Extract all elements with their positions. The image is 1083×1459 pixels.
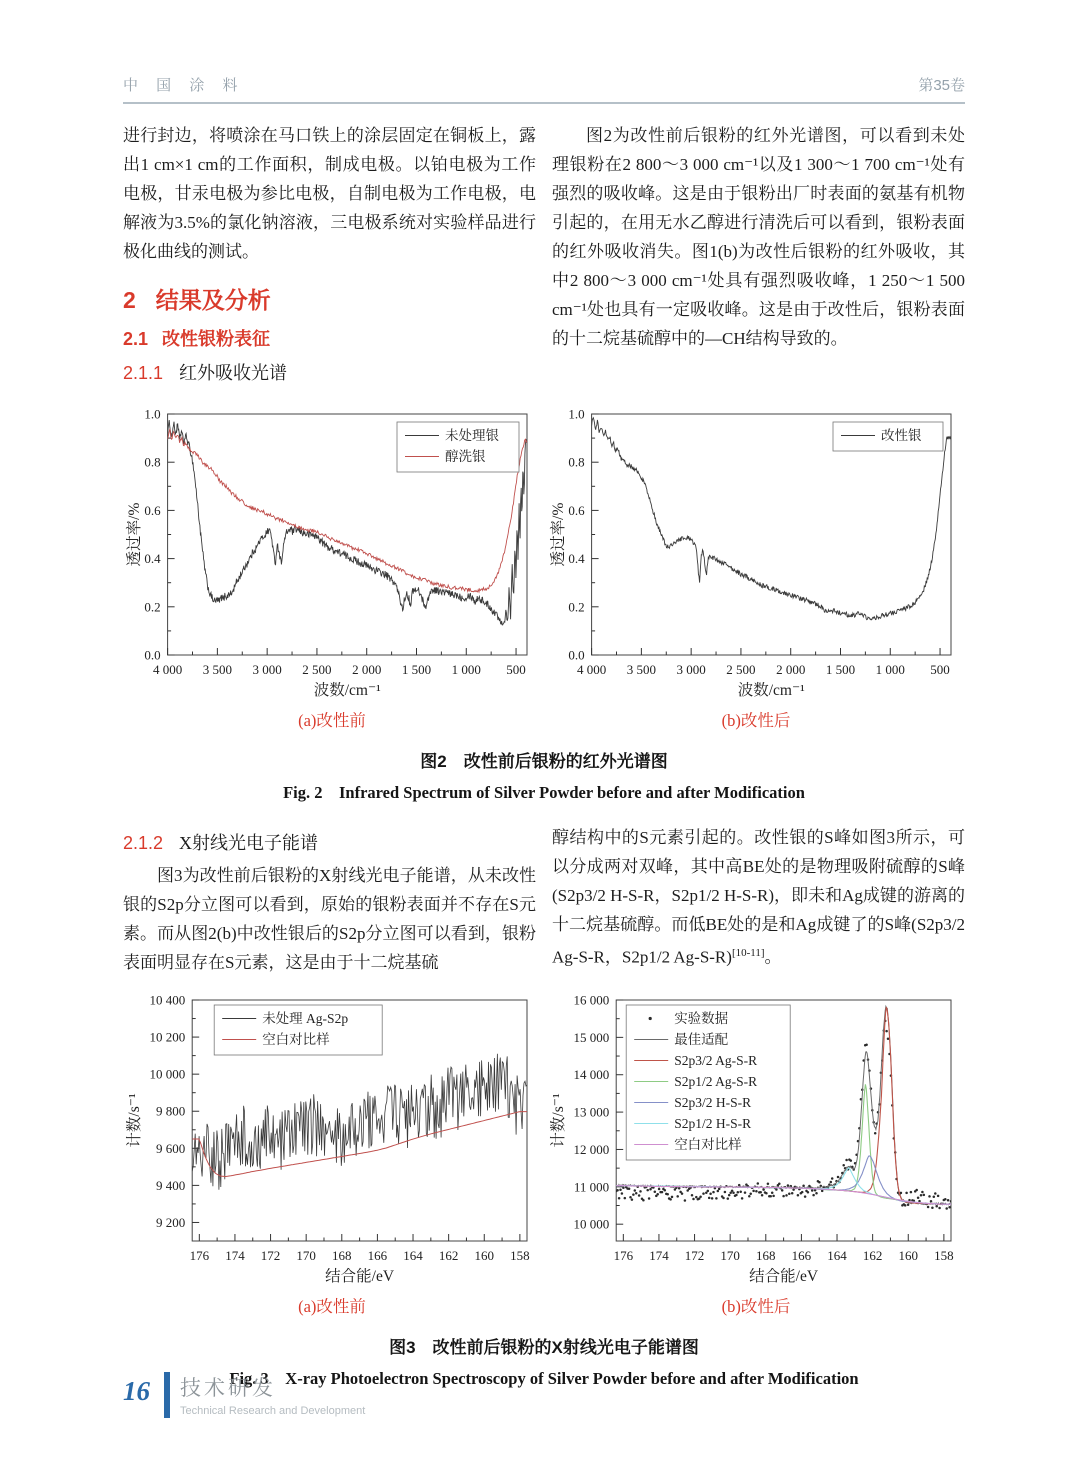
svg-text:158: 158: [933, 1248, 954, 1263]
svg-text:14 000: 14 000: [572, 1067, 609, 1083]
svg-text:172: 172: [684, 1248, 704, 1263]
svg-text:13 000: 13 000: [572, 1104, 609, 1120]
left-column-1: [123, 121, 536, 391]
right-column-1: [552, 121, 965, 391]
intro-paragraph: 进行封边，将喷涂在马口铁上的涂层固定在铜板上，露出1 cm×1 cm的工作面积，制成电极。以铂电极为工作电极，甘汞电极为参比电极，自制电极为工作电极，电解液为3.5%的氯化钠溶液，三电极系统对实验样品进行极化曲线的测试。: [123, 126, 536, 261]
svg-text:500: 500: [505, 662, 526, 677]
svg-text:2 000: 2 000: [775, 662, 805, 677]
svg-text:172: 172: [260, 1248, 280, 1263]
svg-text:12 000: 12 000: [572, 1141, 609, 1157]
figure-3-caption-cn: 图3 改性前后银粉的X射线光电子能谱图: [389, 1338, 699, 1357]
svg-text:波数/cm⁻¹: 波数/cm⁻¹: [737, 682, 805, 699]
fig3a-subcaption: (a)改性前: [298, 1297, 366, 1316]
svg-text:波数/cm⁻¹: 波数/cm⁻¹: [313, 682, 381, 699]
svg-text:164: 164: [826, 1248, 847, 1263]
svg-text:168: 168: [331, 1248, 352, 1263]
page-header: [123, 74, 965, 95]
svg-text:1 500: 1 500: [401, 662, 431, 677]
svg-text:S2p1/2 Ag-S-R: S2p1/2 Ag-S-R: [673, 1074, 757, 1089]
svg-text:未处理银: 未处理银: [444, 428, 499, 443]
svg-text:166: 166: [367, 1248, 387, 1263]
svg-text:2 000: 2 000: [351, 662, 381, 677]
svg-text:3 500: 3 500: [626, 662, 656, 677]
svg-text:4 000: 4 000: [576, 662, 606, 677]
svg-text:结合能/eV: 结合能/eV: [324, 1268, 394, 1285]
svg-text:未处理 Ag-S2p: 未处理 Ag-S2p: [261, 1011, 348, 1026]
fig3a-chart: [125, 991, 540, 1291]
ir-paragraph: 图2为改性前后银粉的红外光谱图，可以看到未处理银粉在2 800～3 000 cm⁻¹以及1 300～1 700 cm⁻¹处有强烈的吸收峰。这是由于银粉出厂时表面的氨基有机物引起的，在用无水乙醇进行清洗后可以看到，银粉表面的红外吸收消失。图1(b)为改性后银粉的红外吸收，其中2 800～3 000 cm⁻¹处具有强烈吸收峰，1 250～1 500 cm⁻¹处也具有一定吸收峰。这是由于改性后，银粉表面的十二烷基硫醇中的—CH结构导致的。: [552, 126, 965, 348]
svg-text:最佳适配: 最佳适配: [673, 1032, 728, 1047]
text-section-1: [123, 121, 965, 391]
svg-text:1.0: 1.0: [567, 406, 585, 422]
fig2a-chart: [125, 405, 540, 705]
svg-text:16 000: 16 000: [572, 992, 609, 1008]
page-number: 16: [123, 1376, 150, 1406]
svg-text:S2p1/2 H-S-R: S2p1/2 H-S-R: [673, 1116, 751, 1131]
svg-text:2 500: 2 500: [725, 662, 756, 677]
svg-text:10 000: 10 000: [572, 1216, 609, 1232]
svg-text:1.0: 1.0: [143, 406, 161, 422]
svg-text:S2p3/2 H-S-R: S2p3/2 H-S-R: [673, 1095, 751, 1110]
figure-2-caption-cn: 图2 改性前后银粉的红外光谱图: [420, 752, 668, 771]
text-section-2: [123, 823, 965, 977]
svg-text:162: 162: [862, 1248, 882, 1263]
fig2b-subcaption: (b)改性后: [721, 711, 791, 730]
journal-title: 中 国 涂 料: [123, 77, 245, 94]
heading-number: 2.1.1: [123, 363, 164, 383]
heading-number: 2: [123, 287, 136, 313]
figure-3: [123, 991, 965, 1317]
svg-text:0.4: 0.4: [143, 551, 161, 567]
svg-text:10 000: 10 000: [148, 1066, 185, 1082]
svg-text:透过率/%: 透过率/%: [549, 502, 567, 567]
xps-paragraph-1: 图3为改性前后银粉的X射线光电子能谱，从未改性银的S2p分立图可以看到，原始的银粉表面并不存在S元素。而从图2(b)中改性银后的S2p分立图可以看到，银粉表面明显存在S元素，这是由于十二烷基硫: [123, 866, 536, 972]
right-column-2: [552, 823, 965, 977]
figure-3a: [123, 991, 541, 1317]
svg-text:3 000: 3 000: [252, 662, 282, 677]
fig3b-subcaption: (b)改性后: [721, 1297, 791, 1316]
svg-text:S2p3/2 Ag-S-R: S2p3/2 Ag-S-R: [673, 1053, 757, 1068]
svg-text:0.8: 0.8: [143, 454, 161, 470]
svg-text:15 000: 15 000: [572, 1029, 609, 1045]
fig2a-subcaption: (a)改性前: [298, 711, 366, 730]
xps-paragraph-2-end: 。: [764, 947, 782, 967]
svg-text:1 500: 1 500: [825, 662, 855, 677]
figure-2-caption-en: Fig. 2 Infrared Spectrum of Silver Powder before and after Modification: [283, 783, 805, 802]
footer-cn: 技术研发: [180, 1377, 276, 1400]
heading-text: 改性银粉表征: [162, 329, 271, 349]
svg-text:0.0: 0.0: [143, 647, 161, 663]
svg-text:实验数据: 实验数据: [673, 1011, 728, 1026]
svg-text:9 600: 9 600: [155, 1140, 185, 1156]
svg-text:10 400: 10 400: [148, 992, 185, 1008]
svg-text:1 000: 1 000: [451, 662, 481, 677]
svg-text:9 400: 9 400: [155, 1177, 185, 1193]
svg-text:结合能/eV: 结合能/eV: [748, 1268, 818, 1285]
svg-text:计数/s⁻¹: 计数/s⁻¹: [125, 1093, 143, 1148]
svg-text:4 000: 4 000: [152, 662, 182, 677]
svg-text:168: 168: [755, 1248, 776, 1263]
svg-text:0.6: 0.6: [143, 502, 161, 518]
svg-text:醇洗银: 醇洗银: [444, 449, 485, 464]
svg-text:0.0: 0.0: [567, 647, 585, 663]
svg-text:计数/s⁻¹: 计数/s⁻¹: [549, 1093, 567, 1148]
fig2b-chart: [549, 405, 964, 705]
svg-text:空白对比样: 空白对比样: [673, 1137, 742, 1152]
svg-text:176: 176: [613, 1248, 633, 1263]
figure-2a: [123, 405, 541, 731]
section-heading-2-1-2: [123, 829, 536, 855]
svg-text:166: 166: [791, 1248, 811, 1263]
svg-text:170: 170: [295, 1248, 316, 1263]
svg-text:0.6: 0.6: [567, 502, 585, 518]
footer-en: Technical Research and Development: [180, 1405, 366, 1417]
xps-paragraph-2: [552, 823, 965, 972]
svg-text:2 500: 2 500: [301, 662, 332, 677]
svg-text:0.8: 0.8: [567, 454, 585, 470]
svg-text:158: 158: [509, 1248, 530, 1263]
figure-3b: [547, 991, 965, 1317]
figure-2: [123, 405, 965, 731]
svg-text:1 000: 1 000: [875, 662, 905, 677]
svg-text:空白对比样: 空白对比样: [261, 1032, 330, 1047]
footer-text: [180, 1372, 365, 1417]
figure-2b: [547, 405, 965, 731]
section-heading-2: [123, 282, 536, 315]
section-heading-2-1-1: [123, 359, 536, 385]
svg-text:0.4: 0.4: [567, 551, 585, 567]
svg-text:174: 174: [648, 1248, 669, 1263]
svg-text:改性银: 改性银: [880, 428, 921, 443]
svg-text:0.2: 0.2: [143, 599, 161, 615]
left-column-2: [123, 823, 536, 977]
heading-text: 结果及分析: [155, 287, 271, 313]
heading-text: 红外吸收光谱: [179, 363, 288, 383]
figure-3-caption-en: Fig. 3 X-ray Photoelectron Spectroscopy of Silver Powder before and after Modification: [229, 1369, 859, 1388]
section-heading-2-1: [123, 325, 536, 351]
svg-text:11 000: 11 000: [573, 1179, 609, 1195]
svg-text:9 200: 9 200: [155, 1214, 185, 1230]
citation-ref: [10-11]: [731, 947, 765, 959]
fig3b-chart: [549, 991, 964, 1291]
heading-number: 2.1.2: [123, 833, 164, 853]
svg-text:透过率/%: 透过率/%: [125, 502, 143, 567]
header-rule: [123, 102, 965, 104]
svg-text:164: 164: [402, 1248, 423, 1263]
volume-label: 第35卷: [918, 77, 965, 94]
svg-text:160: 160: [898, 1248, 918, 1263]
svg-text:160: 160: [474, 1248, 494, 1263]
heading-text: X射线光电子能谱: [179, 833, 319, 853]
svg-text:162: 162: [438, 1248, 458, 1263]
svg-text:170: 170: [719, 1248, 740, 1263]
page-footer: [123, 1372, 365, 1418]
xps-paragraph-2-text: 醇结构中的S元素引起的。改性银的S峰如图3所示，可以分成两对双峰，其中高BE处的是物理吸附硫醇的S峰(S2p3/2 H-S-R，S2p1/2 H-S-R)，即未和Ag成键的游离的十二烷基硫醇。而低BE处的是和Ag成键了的S峰(S2p3/2 Ag-S-R，S2p1/2 Ag-S-R): [552, 828, 965, 967]
svg-text:174: 174: [224, 1248, 245, 1263]
svg-text:500: 500: [929, 662, 950, 677]
svg-text:10 200: 10 200: [148, 1029, 185, 1045]
svg-text:3 000: 3 000: [676, 662, 706, 677]
footer-bar: [164, 1372, 170, 1418]
heading-number: 2.1: [123, 329, 149, 349]
svg-text:9 800: 9 800: [155, 1103, 185, 1119]
svg-text:176: 176: [189, 1248, 209, 1263]
svg-text:0.2: 0.2: [567, 599, 585, 615]
svg-text:3 500: 3 500: [202, 662, 232, 677]
